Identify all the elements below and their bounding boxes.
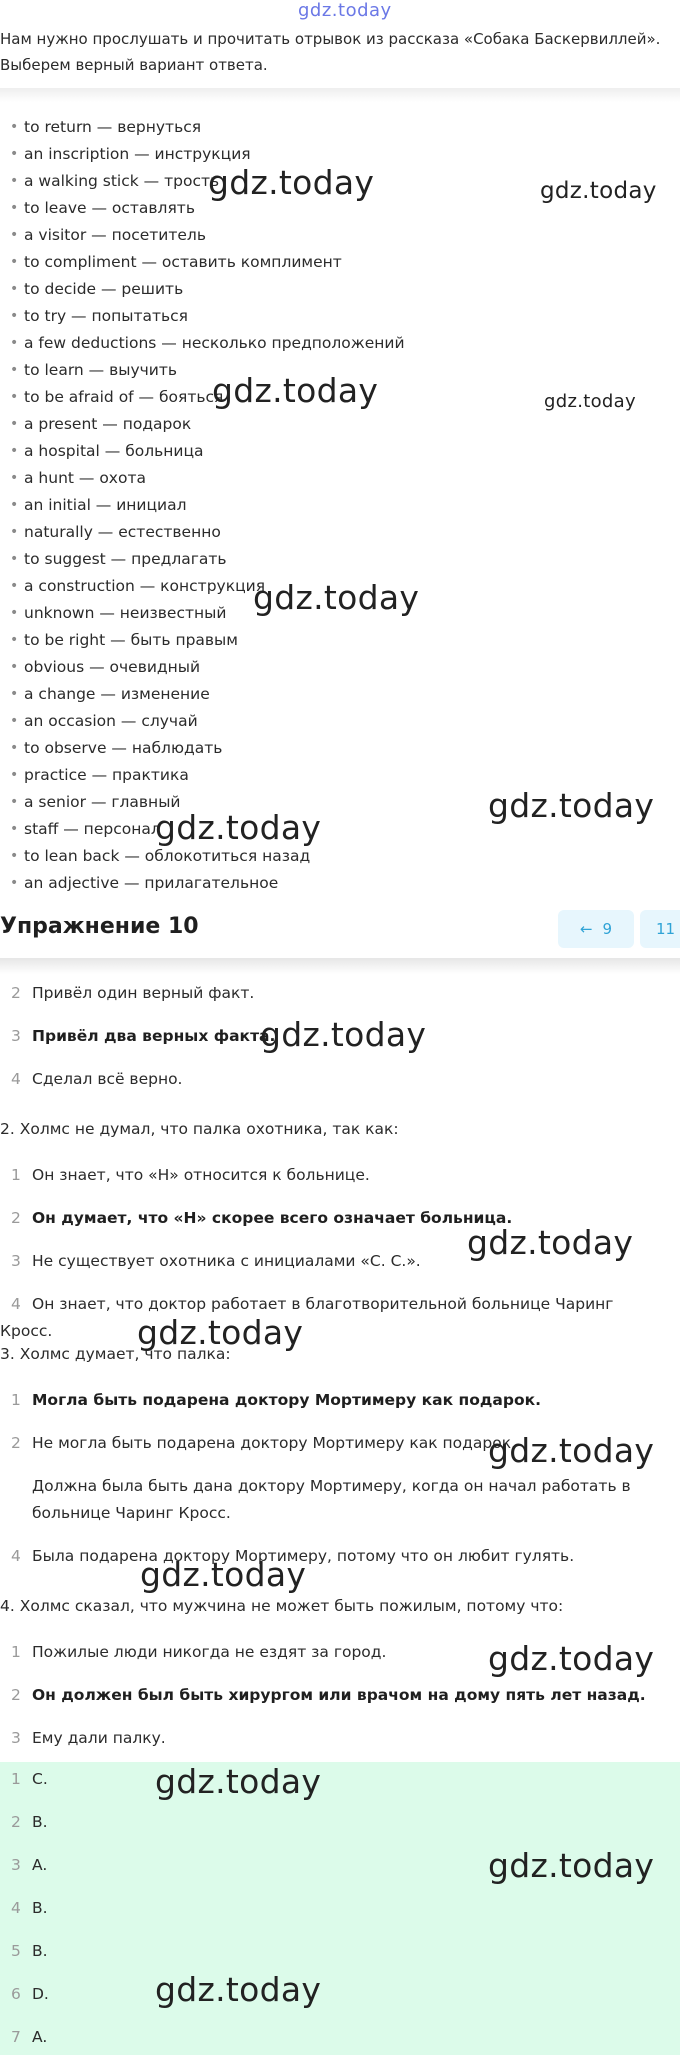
option-text: Он думает, что «Н» скорее всего означает больница.: [32, 1209, 513, 1227]
vocab-item: • staff — персонал: [10, 816, 405, 843]
vocab-item: • to leave — оставлять: [10, 195, 405, 222]
watermark: gdz.today: [540, 178, 657, 204]
question-3: 3. Холмс думает, что палка:: [0, 1345, 231, 1363]
vocab-item: • a walking stick — трость: [10, 168, 405, 195]
answer-key-item: [0, 1766, 48, 1793]
option-text: Он знает, что доктор работает в благотворительной больнице Чаринг Кросс.: [0, 1295, 614, 1340]
vocab-item: • an inscription — инструкция: [10, 141, 405, 168]
option-number: [0, 1473, 32, 1500]
option-number: 2: [11, 1434, 21, 1452]
vocab-item: • to decide — решить: [10, 276, 405, 303]
watermark: gdz.today: [212, 371, 379, 410]
question-4: 4. Холмс сказал, что мужчина не может быть пожилым, потому что:: [0, 1597, 564, 1615]
question-2: 2. Холмс не думал, что палка охотника, так как:: [0, 1120, 399, 1138]
option-number: 4: [11, 1070, 21, 1088]
answer-key-number: 7: [11, 2028, 21, 2046]
task-intro-text: Нам нужно прослушать и прочитать отрывок из рассказа «Собака Баскервиллей». Выберем верный вариант ответа.: [0, 30, 661, 74]
vocab-item: • practice — практика: [10, 762, 405, 789]
option-text: Пожилые люди никогда не ездят за город.: [32, 1643, 387, 1661]
answer-option: [0, 1473, 660, 1527]
vocab-item: • a construction — конструкция: [10, 573, 405, 600]
watermark: gdz.today: [155, 808, 322, 847]
answer-key-item: [0, 1981, 49, 2008]
option-text: Ему дали палку.: [32, 1729, 166, 1747]
answer-option: [0, 1291, 660, 1345]
option-number: 1: [11, 1166, 21, 1184]
option-number: 1: [11, 1643, 21, 1661]
vocab-item: • an initial — инициал: [10, 492, 405, 519]
next-exercise-button[interactable]: [640, 910, 680, 948]
vocab-item: • to try — попытаться: [10, 303, 405, 330]
exercise-title: Упражнение 10: [0, 914, 199, 939]
prev-exercise-label: 9: [602, 920, 613, 938]
vocab-item: • a change — изменение: [10, 681, 405, 708]
answer-key-text: C.: [32, 1770, 48, 1788]
watermark: gdz.today: [140, 1555, 307, 1594]
option-text: Не существует охотника с инициалами «С. С.».: [32, 1252, 421, 1270]
watermark: gdz.today: [155, 1970, 322, 2009]
header-fade: [0, 88, 680, 102]
watermark: gdz.today: [155, 1762, 322, 1801]
watermark: gdz.today: [544, 391, 636, 412]
vocab-item: • to return — вернуться: [10, 114, 405, 141]
answer-key-number: 2: [11, 1813, 21, 1831]
answer-option: [0, 1162, 660, 1189]
exercise-header: [0, 910, 680, 954]
vocab-item: • a senior — главный: [10, 789, 405, 816]
vocab-item: • to compliment — оставить комплимент: [10, 249, 405, 276]
option-text: Сделал всё верно.: [32, 1070, 183, 1088]
vocab-item: • a hospital — больница: [10, 438, 405, 465]
answer-key-number: 3: [11, 1856, 21, 1874]
answer-option-correct: [0, 1387, 660, 1414]
answer-key-item: [0, 1938, 48, 1965]
option-number: 3: [11, 1027, 21, 1045]
option-text: Привёл один верный факт.: [32, 984, 255, 1002]
answer-option: [0, 980, 660, 1007]
vocab-item: • an adjective — прилагательное: [10, 870, 405, 897]
vocab-item: • a hunt — охота: [10, 465, 405, 492]
vocab-item: • to suggest — предлагать: [10, 546, 405, 573]
answer-option-correct: [0, 1682, 660, 1709]
answer-key-text: D.: [32, 1985, 49, 2003]
answers-block: [0, 1762, 680, 2055]
watermark: gdz.today: [488, 786, 655, 825]
watermark: gdz.today: [467, 1223, 634, 1262]
watermark: gdz.today: [253, 578, 420, 617]
option-number: 4: [11, 1295, 21, 1313]
answer-key-text: B.: [32, 1813, 48, 1831]
answer-key-number: 6: [11, 1985, 21, 2003]
vocab-item: • to learn — выучить: [10, 357, 405, 384]
answer-key-text: B.: [32, 1942, 48, 1960]
option-number: 4: [11, 1547, 21, 1565]
vocab-item: • a visitor — посетитель: [10, 222, 405, 249]
option-number: 1: [11, 1391, 21, 1409]
vocab-item: • a present — подарок: [10, 411, 405, 438]
option-number: 3: [11, 1729, 21, 1747]
vocab-item: • naturally — естественно: [10, 519, 405, 546]
answer-option: [0, 1543, 660, 1570]
exercise-header-shadow: [0, 958, 680, 974]
site-logo[interactable]: gdz.today: [298, 0, 392, 21]
vocab-item: • unknown — неизвестный: [10, 600, 405, 627]
answer-key-item: [0, 1895, 48, 1922]
next-exercise-label: 11: [656, 920, 676, 938]
answer-key-number: 5: [11, 1942, 21, 1960]
option-text: Он должен был быть хирургом или врачом на дому пять лет назад.: [32, 1686, 646, 1704]
option-number: 2: [11, 1686, 21, 1704]
answer-key-text: A.: [32, 2028, 48, 2046]
answer-key-item: [0, 1852, 47, 1879]
option-number: 2: [11, 1209, 21, 1227]
option-number: 3: [11, 1252, 21, 1270]
answer-key-number: 4: [11, 1899, 21, 1917]
answer-key-item: [0, 1809, 48, 1836]
vocab-item: • to observe — наблюдать: [10, 735, 405, 762]
vocab-item: • a few deductions — несколько предположений: [10, 330, 405, 357]
prev-exercise-button[interactable]: [558, 910, 634, 948]
option-text: Могла быть подарена доктору Мортимеру как подарок.: [32, 1391, 541, 1409]
watermark: gdz.today: [488, 1846, 655, 1885]
option-text: Он знает, что «Н» относится к больнице.: [32, 1166, 370, 1184]
answer-key-number: 1: [11, 1770, 21, 1788]
option-text: Была подарена доктору Мортимеру, потому что он любит гулять.: [32, 1547, 575, 1565]
vocabulary-list: [10, 114, 405, 897]
vocab-item: • to be right — быть правым: [10, 627, 405, 654]
option-number: 2: [11, 984, 21, 1002]
vocab-item: • to be afraid of — бояться: [10, 384, 405, 411]
watermark: gdz.today: [488, 1639, 655, 1678]
vocab-item: • obvious — очевидный: [10, 654, 405, 681]
answer-option: [0, 1725, 660, 1752]
watermark: gdz.today: [260, 1015, 427, 1054]
watermark: gdz.today: [488, 1431, 655, 1470]
option-text: Привёл два верных факта.: [32, 1027, 276, 1045]
answer-key-text: A.: [32, 1856, 48, 1874]
answer-key-item: [0, 2024, 47, 2051]
vocab-item: • an occasion — случай: [10, 708, 405, 735]
vocab-item: • to lean back — облокотиться назад: [10, 843, 405, 870]
arrow-left-icon: ←: [579, 920, 593, 938]
watermark: gdz.today: [137, 1313, 304, 1352]
option-text: Должна была быть дана доктору Мортимеру, когда он начал работать в больнице Чаринг Кросс.: [32, 1477, 631, 1522]
option-text: Не могла быть подарена доктору Мортимеру как подарок.: [32, 1434, 516, 1452]
answer-key-text: B.: [32, 1899, 48, 1917]
watermark: gdz.today: [208, 163, 375, 202]
answer-option: [0, 1066, 660, 1093]
